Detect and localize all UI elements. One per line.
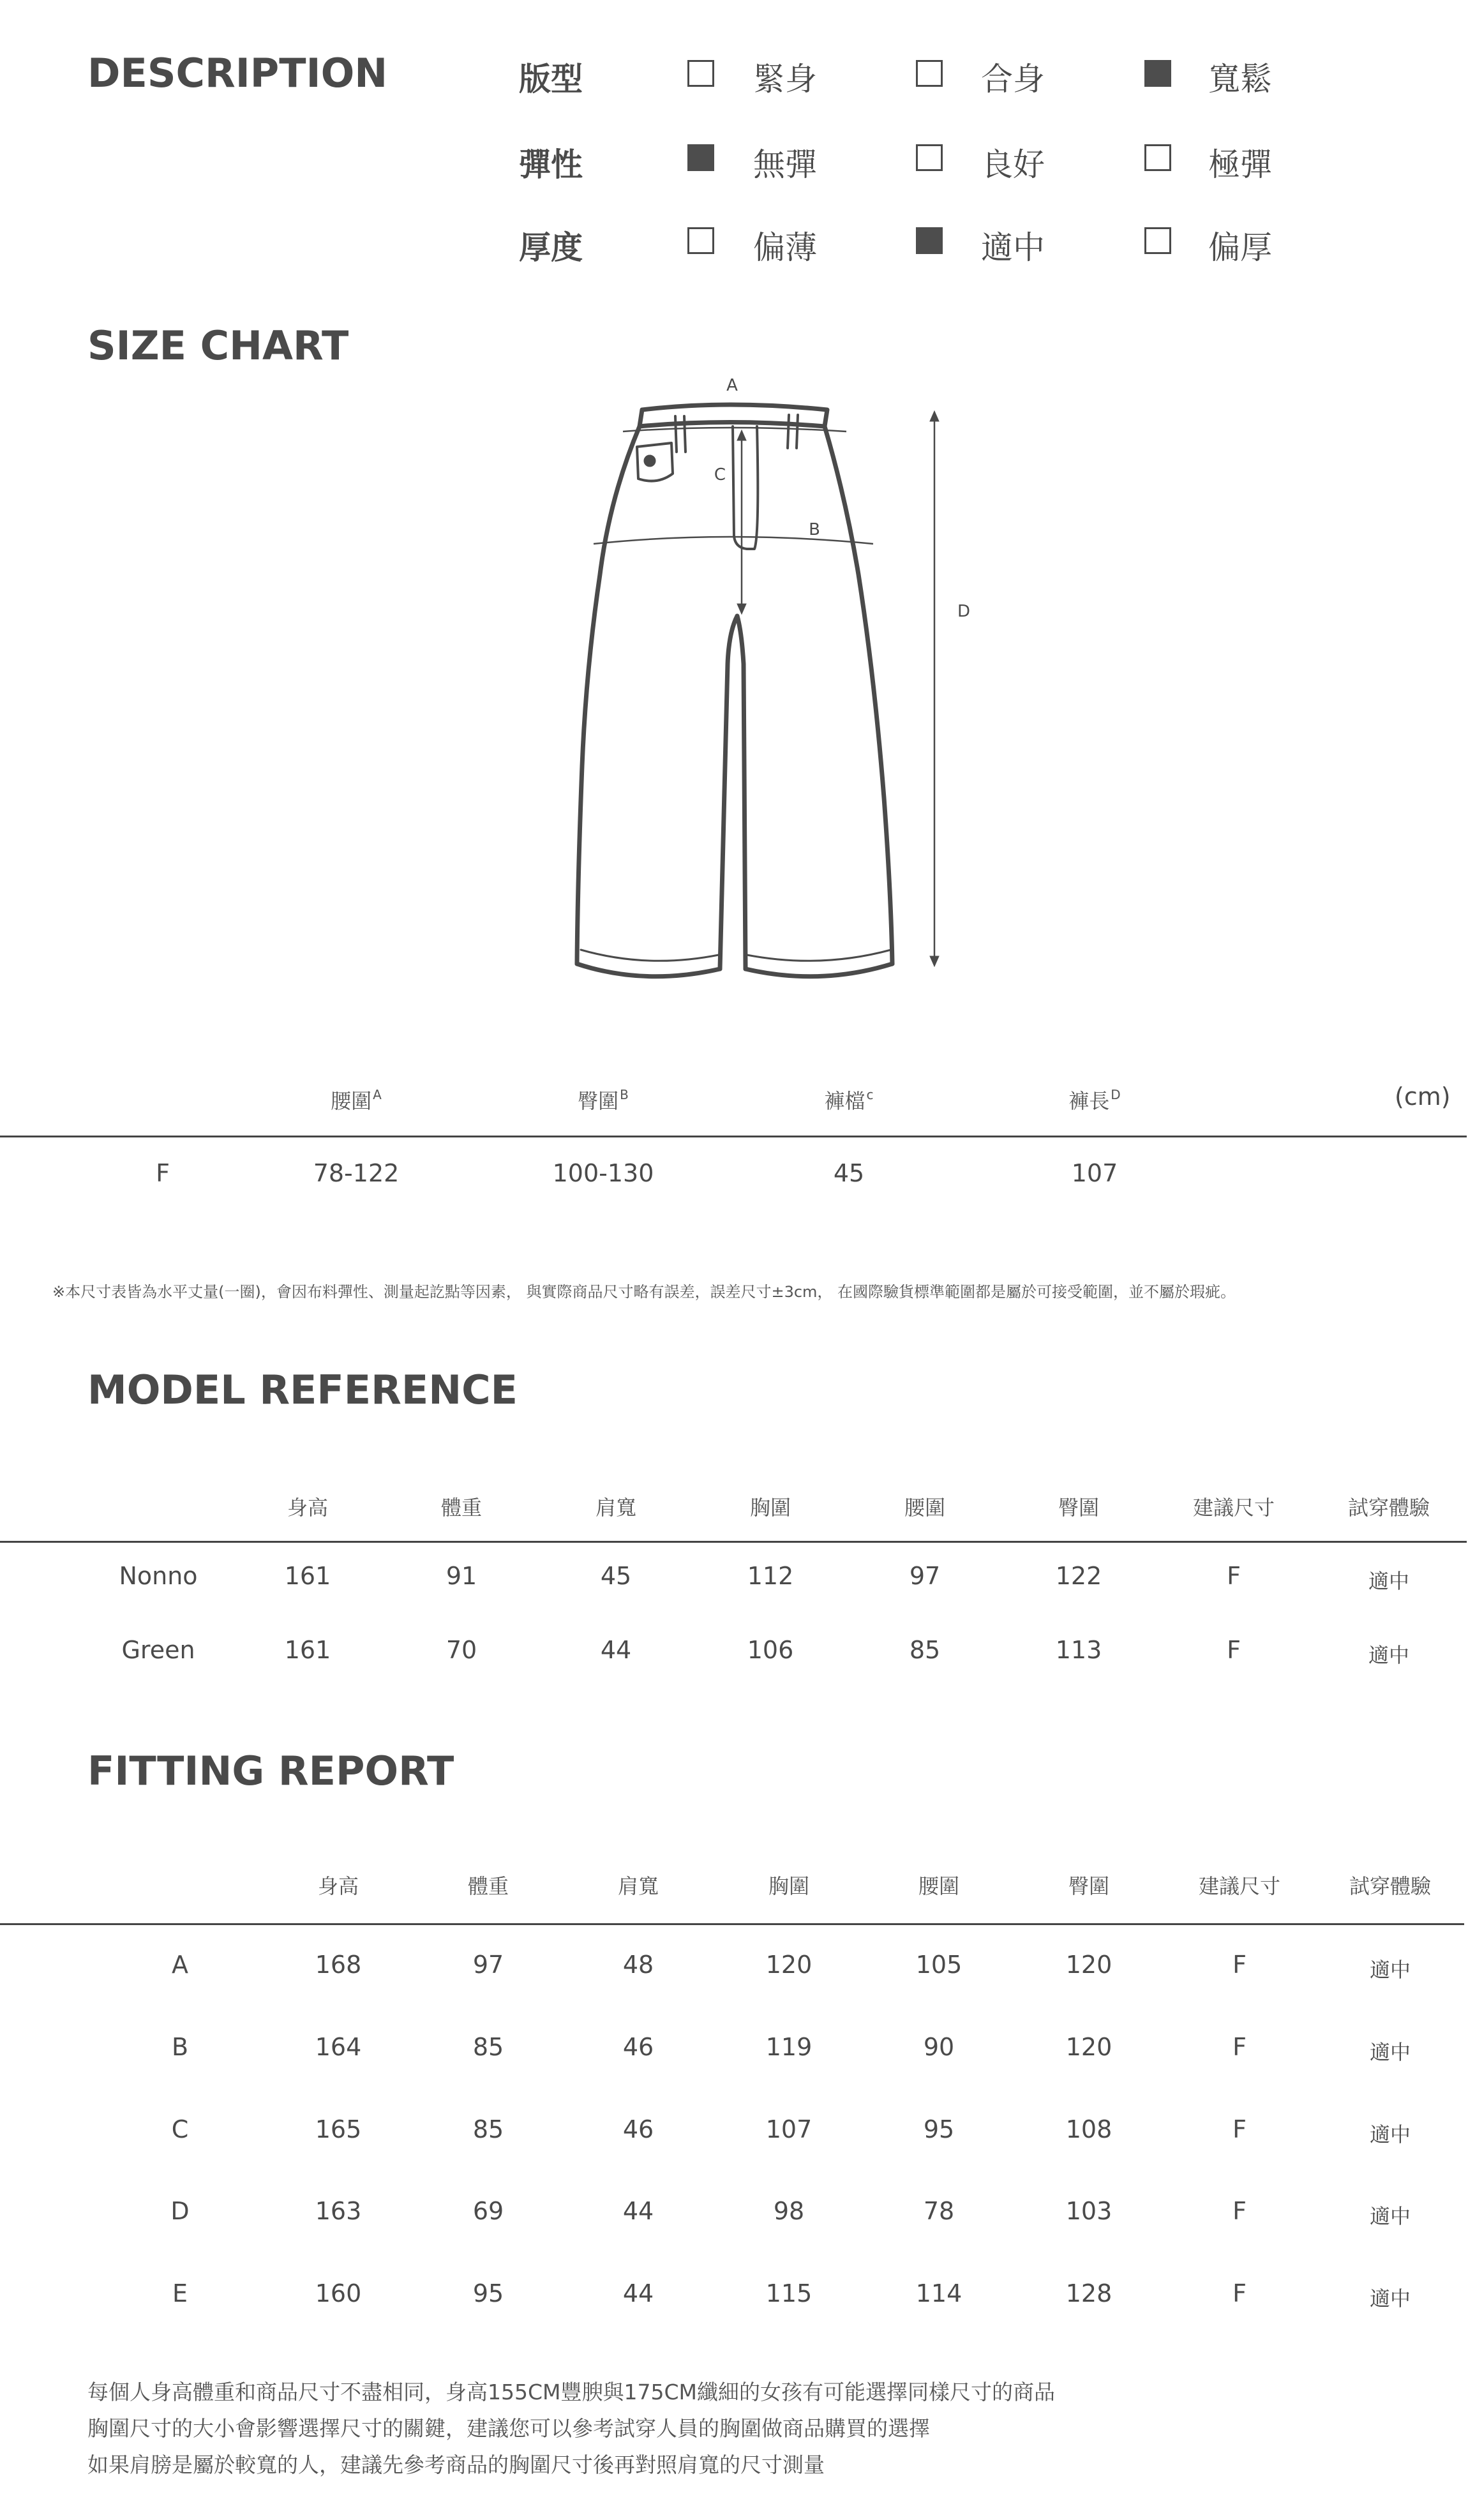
fitting-cell: 98	[773, 2197, 805, 2225]
fitting-header: 體重	[467, 1874, 509, 1898]
size-note: ※本尺寸表皆為水平丈量(一圈)，會因布料彈性、測量起訖點等因素， 與實際商品尺寸略有誤差，誤差尺寸±3cm， 在國際驗貨標準範圍都是屬於可接受範圍，並不屬於瑕疵。	[52, 1283, 1236, 1301]
thickness-option-label: 偏厚	[1208, 229, 1272, 266]
fit-option-label: 合身	[981, 61, 1045, 98]
fitting-cell: 46	[622, 2115, 654, 2143]
elasticity-option-label: 無彈	[753, 146, 817, 183]
diagram-label-d: D	[957, 602, 971, 621]
fitting-cell: 119	[765, 2033, 813, 2061]
model-cell: 44	[600, 1636, 632, 1664]
fitting-cell: 44	[622, 2197, 654, 2225]
model-header: 建議尺寸	[1192, 1496, 1275, 1520]
pants-measurement-diagram	[0, 0, 1468, 996]
fitting-header: 建議尺寸	[1198, 1874, 1281, 1898]
fit-label: 版型	[519, 61, 583, 98]
model-cell: 113	[1055, 1636, 1102, 1664]
fitting-header: 腰圍	[918, 1874, 960, 1898]
model-header: 臀圍	[1058, 1496, 1100, 1520]
fitting-cell: 46	[622, 2033, 654, 2061]
fitting-cell: 115	[765, 2279, 813, 2307]
model-cell: 91	[446, 1562, 477, 1590]
size-header-hip: 臀圍 $^B$	[578, 1087, 629, 1113]
thickness-option-label: 偏薄	[753, 229, 817, 266]
fitting-cell: 97	[472, 1951, 504, 1979]
fit-option-label: 緊身	[753, 61, 817, 98]
fitting-cell: 適中	[1369, 2286, 1411, 2311]
fitting-name: E	[172, 2279, 188, 2307]
fitting-header: 身高	[317, 1874, 359, 1898]
diagram-label-b: B	[809, 520, 820, 539]
model-table-divider	[0, 1541, 1467, 1543]
fitting-table-divider	[0, 1923, 1464, 1925]
model-cell: 161	[284, 1636, 331, 1664]
model-header: 體重	[440, 1496, 483, 1520]
fitting-cell: 85	[472, 2115, 504, 2143]
fitting-cell: 120	[1065, 1951, 1112, 1979]
fitting-cell: 105	[915, 1951, 962, 1979]
model-cell: 106	[747, 1636, 794, 1664]
fitting-cell: F	[1232, 2033, 1247, 2061]
fitting-note-line: 每個人身高體重和商品尺寸不盡相同，身高155CM豐腴與175CM纖細的女孩有可能選擇同樣尺寸的商品	[87, 2380, 1056, 2404]
size-cell-length: 107	[1071, 1159, 1118, 1187]
fitting-cell: 適中	[1369, 1958, 1411, 1982]
fitting-cell: F	[1232, 1951, 1247, 1979]
fitting-note-line: 胸圍尺寸的大小會影響選擇尺寸的關鍵，建議您可以參考試穿人員的胸圍做商品購買的選擇	[87, 2416, 930, 2441]
model-cell: 45	[600, 1562, 632, 1590]
model-reference-title: MODEL REFERENCE	[87, 1367, 518, 1413]
fitting-cell: F	[1232, 2279, 1247, 2307]
model-cell: 97	[909, 1562, 941, 1590]
size-table-divider	[0, 1136, 1467, 1137]
elasticity-option-label: 良好	[981, 146, 1045, 183]
fitting-header: 臀圍	[1068, 1874, 1110, 1898]
fitting-cell: 90	[923, 2033, 955, 2061]
fitting-cell: F	[1232, 2115, 1247, 2143]
fitting-name: B	[171, 2033, 189, 2061]
model-cell: F	[1227, 1636, 1241, 1664]
size-chart-title: SIZE CHART	[87, 322, 349, 369]
model-cell: 適中	[1368, 1643, 1410, 1667]
fitting-cell: 適中	[1369, 2122, 1411, 2147]
model-cell: 161	[284, 1562, 331, 1590]
diagram-label-a: A	[726, 376, 738, 395]
fitting-header: 試穿體驗	[1349, 1874, 1432, 1898]
size-header-length: 褲長 $^D$	[1068, 1087, 1121, 1113]
fitting-cell: 103	[1065, 2197, 1112, 2225]
fitting-cell: 69	[472, 2197, 504, 2225]
model-cell: 適中	[1368, 1569, 1410, 1593]
model-header: 試穿體驗	[1347, 1496, 1430, 1520]
fitting-name: A	[172, 1951, 188, 1979]
fitting-cell: 120	[1065, 2033, 1112, 2061]
model-header: 胸圍	[749, 1496, 791, 1520]
fitting-cell: 適中	[1369, 2040, 1411, 2064]
fitting-note-line: 如果肩膀是屬於較寬的人，建議先參考商品的胸圍尺寸後再對照肩寬的尺寸測量	[87, 2452, 825, 2477]
size-header-rise: 褲檔 $^c$	[824, 1087, 874, 1113]
model-name: Nonno	[119, 1562, 198, 1590]
size-cell-hip: 100-130	[552, 1159, 654, 1187]
model-cell: 85	[909, 1636, 941, 1664]
thickness-label: 厚度	[519, 229, 583, 266]
fitting-cell: F	[1232, 2197, 1247, 2225]
model-header: 肩寬	[595, 1496, 637, 1520]
model-cell: 70	[446, 1636, 477, 1664]
fitting-cell: 160	[315, 2279, 362, 2307]
fitting-cell: 85	[472, 2033, 504, 2061]
size-header-waist: 腰圍 $^A$	[331, 1087, 382, 1113]
fitting-cell: 44	[622, 2279, 654, 2307]
fitting-report-title: FITTING REPORT	[87, 1748, 454, 1794]
description-title: DESCRIPTION	[87, 50, 388, 96]
diagram-label-c: C	[714, 465, 726, 484]
model-name: Green	[121, 1636, 195, 1664]
size-unit: (cm)	[1395, 1083, 1451, 1111]
fitting-name: C	[171, 2115, 189, 2143]
fitting-cell: 95	[472, 2279, 504, 2307]
fitting-cell: 163	[315, 2197, 362, 2225]
elasticity-option-label: 極彈	[1208, 146, 1272, 183]
fitting-cell: 128	[1065, 2279, 1112, 2307]
fitting-cell: 適中	[1369, 2204, 1411, 2228]
model-cell: 112	[747, 1562, 794, 1590]
model-header: 身高	[287, 1496, 329, 1520]
fitting-cell: 95	[923, 2115, 955, 2143]
fitting-cell: 165	[315, 2115, 362, 2143]
fitting-header: 胸圍	[768, 1874, 810, 1898]
fitting-cell: 107	[765, 2115, 813, 2143]
model-cell: F	[1227, 1562, 1241, 1590]
model-cell: 122	[1055, 1562, 1102, 1590]
thickness-option-label: 適中	[981, 229, 1045, 266]
size-cell-size: F	[156, 1159, 170, 1187]
size-cell-waist: 78-122	[313, 1159, 400, 1187]
fitting-cell: 168	[315, 1951, 362, 1979]
fitting-cell: 48	[622, 1951, 654, 1979]
fitting-cell: 108	[1065, 2115, 1112, 2143]
fit-option-label: 寬鬆	[1208, 61, 1272, 98]
fitting-cell: 78	[923, 2197, 955, 2225]
fitting-cell: 114	[915, 2279, 962, 2307]
model-header: 腰圍	[904, 1496, 946, 1520]
fitting-cell: 164	[315, 2033, 362, 2061]
fitting-name: D	[170, 2197, 190, 2225]
elasticity-label: 彈性	[519, 146, 583, 183]
fitting-cell: 120	[765, 1951, 813, 1979]
size-cell-rise: 45	[833, 1159, 865, 1187]
fitting-header: 肩寬	[617, 1874, 659, 1898]
